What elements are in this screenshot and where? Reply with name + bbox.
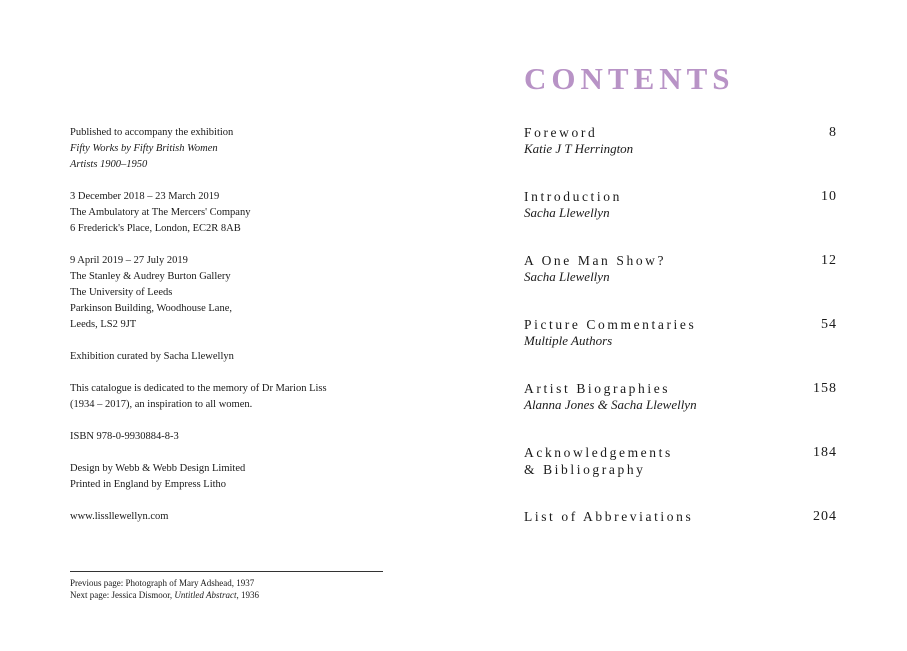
next-caption-year: , 1936	[236, 589, 259, 600]
toc-title: List of Abbreviations	[524, 509, 694, 524]
venue-leeds-dates: 9 April 2019 – 27 July 2019	[70, 255, 188, 266]
toc-page-number: 158	[813, 381, 837, 396]
exhibition-title-cont: Artists 1900–1950	[70, 159, 148, 170]
toc-title: Foreword	[524, 125, 598, 140]
toc-author: Multiple Authors	[524, 333, 613, 348]
venue-leeds-gallery: The Stanley & Audrey Burton Gallery	[70, 271, 231, 282]
caption-divider	[70, 571, 383, 572]
toc-title: Acknowledgements	[524, 445, 673, 460]
next-caption-prefix: Next page: Jessica Dismoor,	[70, 589, 175, 600]
dedication-line-2: (1934 – 2017), an inspiration to all women.	[70, 399, 253, 410]
design-credit: Design by Webb & Webb Design Limited	[70, 463, 246, 474]
toc-entry-one-man-show[interactable]	[524, 252, 837, 316]
venue-london	[70, 189, 390, 237]
toc-author: Sacha Llewellyn	[524, 269, 610, 284]
toc-entry-picture-commentaries[interactable]	[524, 316, 837, 380]
toc-page-number: 54	[821, 317, 837, 332]
toc-title: A One Man Show?	[524, 253, 667, 268]
toc-entry-foreword[interactable]	[524, 124, 837, 188]
website-block	[70, 509, 390, 525]
toc-page-number: 8	[829, 125, 837, 140]
exhibition-title: Fifty Works by Fifty British Women	[70, 143, 218, 154]
toc-author: Alanna Jones & Sacha Llewellyn	[524, 397, 697, 412]
toc-entry-abbreviations[interactable]	[524, 508, 837, 572]
toc-title: Picture Commentaries	[524, 317, 697, 332]
toc-author: Sacha Llewellyn	[524, 205, 610, 220]
curator-line: Exhibition curated by Sacha Llewellyn	[70, 351, 234, 362]
exhibition-block	[70, 125, 390, 173]
contents-heading: CONTENTS	[524, 61, 735, 96]
venue-london-address: 6 Frederick's Place, London, EC2R 8AB	[70, 223, 241, 234]
table-of-contents	[524, 124, 837, 572]
toc-entry-artist-biographies[interactable]	[524, 380, 837, 444]
venue-leeds-building: Parkinson Building, Woodhouse Lane,	[70, 303, 232, 314]
design-block	[70, 461, 390, 493]
toc-entry-introduction[interactable]	[524, 188, 837, 252]
venue-leeds-city: Leeds, LS2 9JT	[70, 319, 137, 330]
printer-credit: Printed in England by Empress Litho	[70, 479, 227, 490]
next-caption-artwork-title: Untitled Abstract	[174, 589, 237, 600]
dedication-block	[70, 381, 390, 413]
toc-page-number: 204	[813, 509, 837, 524]
isbn-block	[70, 429, 390, 445]
toc-author: Katie J T Herrington	[524, 141, 634, 156]
toc-title-continued: & Bibliography	[524, 462, 646, 477]
toc-entry-acknowledgements[interactable]	[524, 444, 837, 508]
next-page-caption	[70, 590, 259, 602]
isbn-line: ISBN 978-0-9930884-8-3	[70, 431, 179, 442]
previous-page-caption: Previous page: Photograph of Mary Adshead, 1937	[70, 578, 255, 588]
exhibition-intro: Published to accompany the exhibition	[70, 127, 234, 138]
venue-leeds	[70, 253, 390, 333]
website-link[interactable]: www.lissllewellyn.com	[70, 511, 169, 522]
toc-title: Introduction	[524, 189, 622, 204]
toc-title: Artist Biographies	[524, 381, 671, 396]
imprint-panel	[70, 125, 390, 541]
image-captions	[70, 578, 259, 601]
toc-page-number: 184	[813, 445, 837, 460]
toc-page-number: 12	[821, 253, 837, 268]
dedication-line-1: This catalogue is dedicated to the memory of Dr Marion Liss	[70, 383, 327, 394]
curator-block	[70, 349, 390, 365]
venue-leeds-university: The University of Leeds	[70, 287, 173, 298]
venue-london-place: The Ambulatory at The Mercers' Company	[70, 207, 251, 218]
venue-london-dates: 3 December 2018 – 23 March 2019	[70, 191, 220, 202]
toc-page-number: 10	[821, 189, 837, 204]
